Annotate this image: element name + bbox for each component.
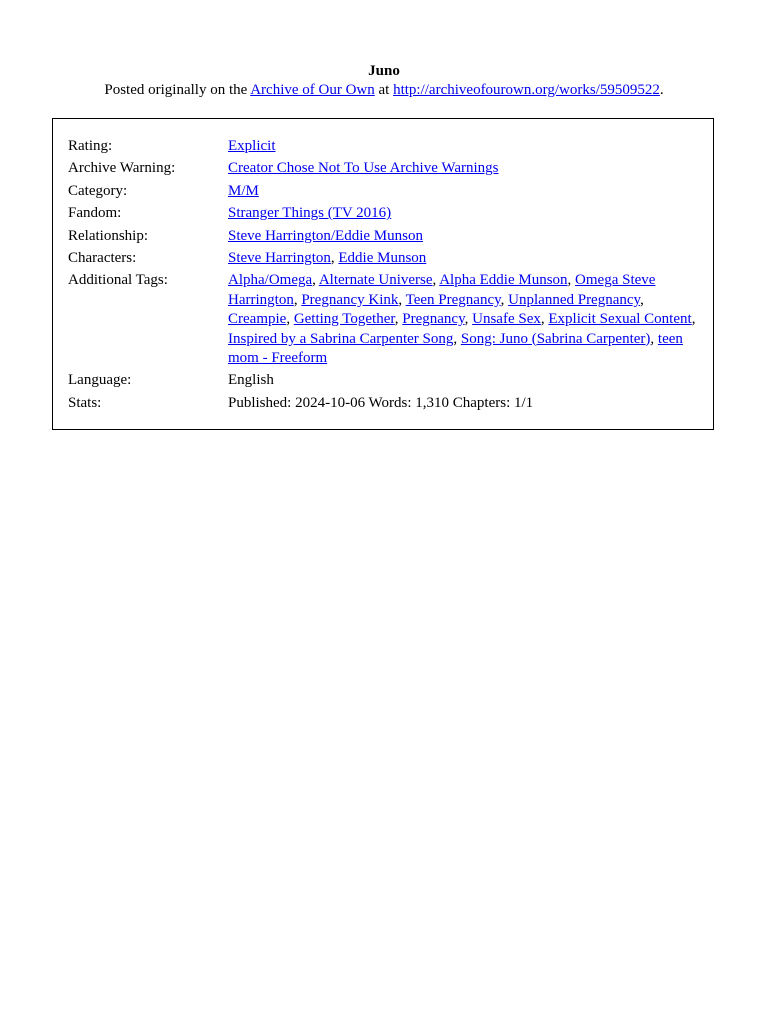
category-label: Category: xyxy=(68,182,128,199)
meta-row-rating xyxy=(68,137,698,156)
meta-row-language xyxy=(68,371,698,390)
tag-link[interactable]: Alternate Universe xyxy=(318,272,433,289)
posted-line xyxy=(0,81,768,100)
language-label: Language: xyxy=(68,372,132,389)
posted-middle: at xyxy=(374,82,394,98)
rating-value xyxy=(228,137,698,156)
character-link[interactable]: Steve Harrington xyxy=(228,250,331,267)
additional-tags-value: Alpha/Omega, Alternate Universe, Alpha Eddie Munson, Omega Steve Harrington, Pregnancy Kink, Teen Pregnancy, Unplanned Pregnancy, Creampie, Getting Together, Pregnancy, Unsafe Sex, Explicit Sexual Content, Inspired by a Sabrina Carpenter Song, Song: Juno (Sabrina Carpenter), teen mom - Freeform xyxy=(228,272,696,367)
tag-link[interactable]: Unplanned Pregnancy xyxy=(508,291,641,308)
tag-link[interactable]: Teen Pregnancy xyxy=(405,291,501,308)
category-value xyxy=(228,182,698,201)
meta-row-relationship xyxy=(68,227,698,246)
language-value: English xyxy=(228,372,274,389)
fandom-link[interactable]: Stranger Things (TV 2016) xyxy=(228,205,392,222)
character-link[interactable]: Eddie Munson xyxy=(338,250,427,267)
work-title: Juno xyxy=(368,63,400,79)
stats-value: Published: 2024-10-06 Words: 1,310 Chapters: 1/1 xyxy=(228,394,534,411)
rating-link[interactable]: Explicit xyxy=(228,138,276,154)
archive-link[interactable]: Archive of Our Own xyxy=(250,82,375,98)
additional-tags-label: Additional Tags: xyxy=(68,272,168,289)
meta-row-stats xyxy=(68,394,698,413)
warning-link[interactable]: Creator Chose Not To Use Archive Warnings xyxy=(228,160,499,177)
posted-suffix: . xyxy=(659,82,664,98)
meta-row-fandom xyxy=(68,204,698,223)
fandom-label: Fandom: xyxy=(68,205,122,222)
meta-row-warning xyxy=(68,159,698,178)
document-header xyxy=(0,62,768,100)
category-link[interactable]: M/M xyxy=(228,182,259,199)
relationship-value xyxy=(228,227,698,246)
relationship-label: Relationship: xyxy=(68,227,148,244)
tag-link[interactable]: Unsafe Sex xyxy=(472,311,541,328)
tag-link[interactable]: Pregnancy Kink xyxy=(301,291,399,308)
meta-row-category xyxy=(68,182,698,201)
meta-row-characters xyxy=(68,249,698,268)
tag-link[interactable]: Alpha/Omega xyxy=(228,272,313,289)
warning-value xyxy=(228,159,698,178)
relationship-link[interactable]: Steve Harrington/Eddie Munson xyxy=(228,227,423,244)
meta-row-additional-tags xyxy=(68,271,698,368)
warning-label: Archive Warning: xyxy=(68,160,176,177)
tag-link[interactable]: teen mom - Freeform xyxy=(228,330,683,367)
tag-link[interactable]: Pregnancy xyxy=(402,311,465,328)
posted-prefix: Posted originally on the xyxy=(104,82,251,98)
work-url-link[interactable]: http://archiveofourown.org/works/59509522 xyxy=(393,82,660,98)
tag-link[interactable]: Song: Juno (Sabrina Carpenter) xyxy=(460,330,651,347)
tag-link[interactable]: Getting Together xyxy=(293,311,395,328)
work-meta-table xyxy=(68,137,698,416)
rating-label: Rating: xyxy=(68,138,113,154)
characters-value: Steve Harrington, Eddie Munson xyxy=(228,250,427,267)
tag-link[interactable]: Omega Steve Harrington xyxy=(228,272,656,308)
fandom-value xyxy=(228,204,698,223)
tag-link[interactable]: Alpha Eddie Munson xyxy=(439,272,568,289)
tag-link[interactable]: Explicit Sexual Content xyxy=(548,311,692,328)
tag-link[interactable]: Creampie xyxy=(228,311,287,328)
stats-label: Stats: xyxy=(68,394,102,411)
tag-link[interactable]: Inspired by a Sabrina Carpenter Song xyxy=(228,330,454,347)
characters-label: Characters: xyxy=(68,250,137,267)
work-meta-box xyxy=(52,118,714,430)
